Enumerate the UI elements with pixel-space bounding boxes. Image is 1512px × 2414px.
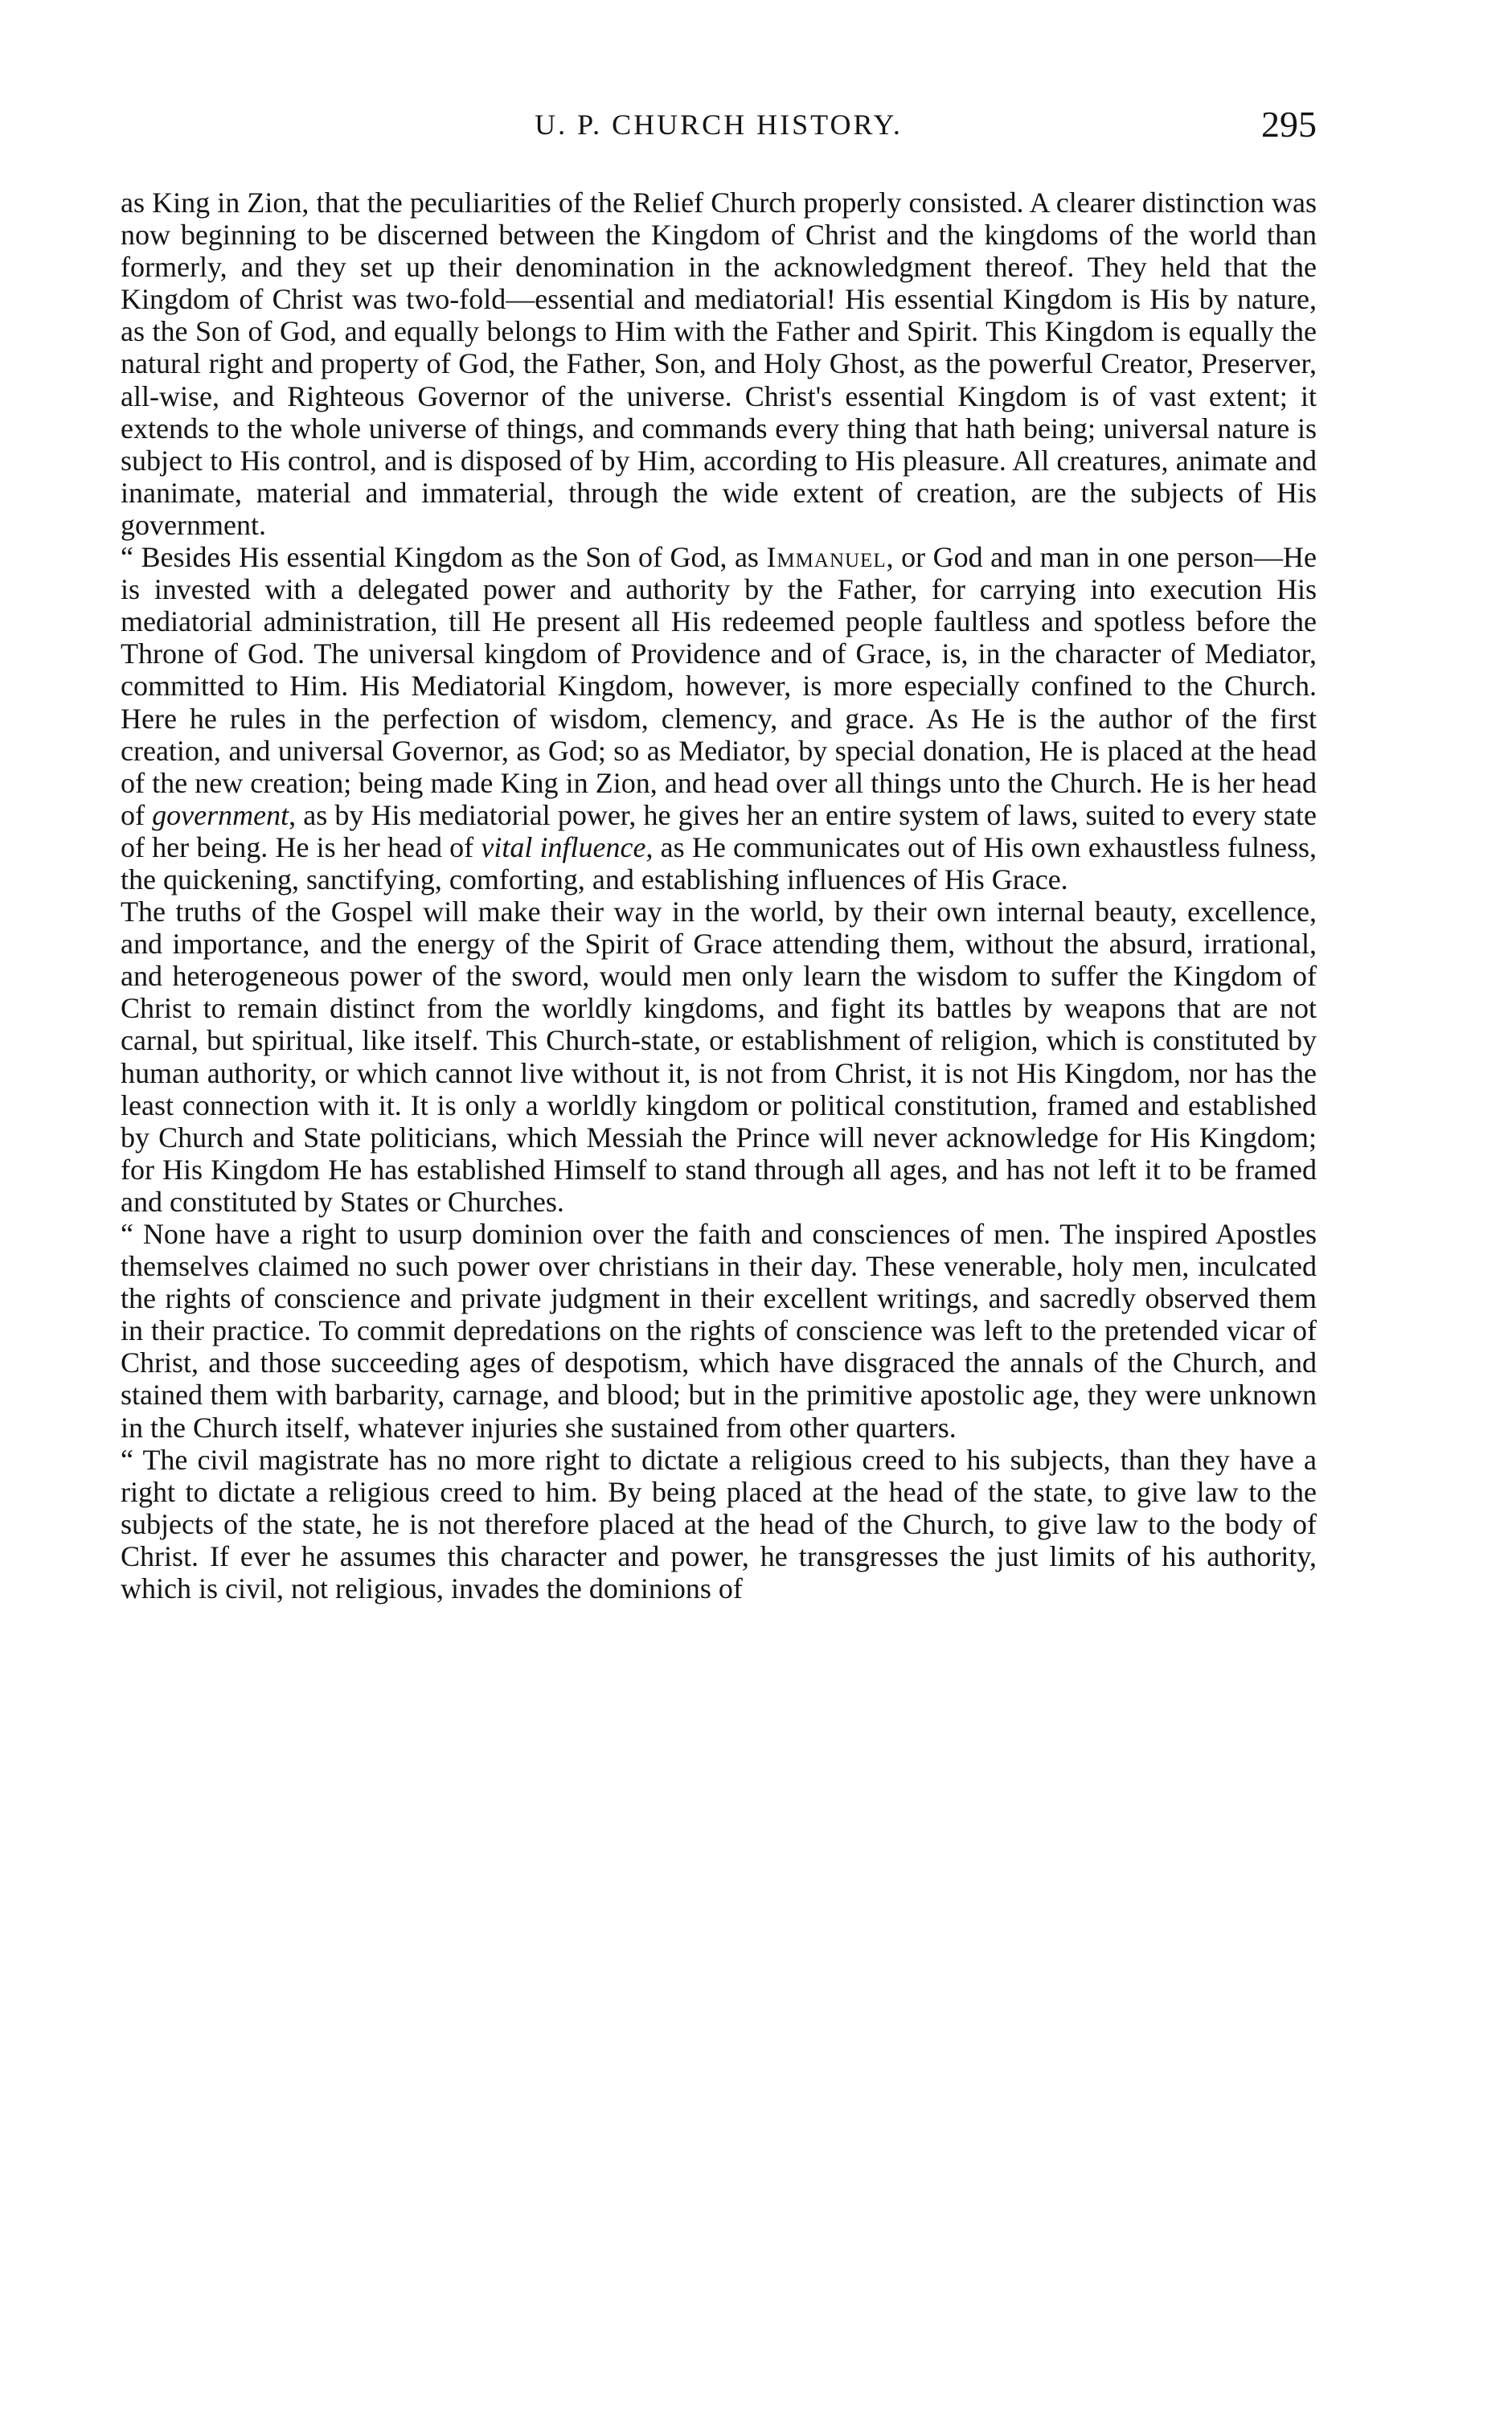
paragraph-2 [121,541,1317,896]
page-header [121,103,1317,159]
paragraph-2-part-a: “ Besides His essential Kingdom as the Son of God, as [121,541,767,574]
paragraph-5: “ The civil magistrate has no more right to dictate a religious creed to his subjects, than they have a right to dictate a religious creed to him. By being placed at the head of the state, to give law to the subjects of the state, he is not therefore placed at the head of the Church, to give law to the body of Christ. If ever he assumes this character and power, he transgresses the just limits of his authority, which is civil, not religious, invades the dominions of [121,1443,1317,1605]
paragraph-2-part-c: , as by His mediatorial power, he gives her an entire system of laws, suited to every state of her being. He is her head of [121,798,1317,863]
running-head: U. P. CHURCH HISTORY. [535,109,903,141]
immanuel-small-caps: Immanuel [766,541,887,574]
page-number: 295 [1261,104,1317,145]
government-italic: government [152,798,289,831]
paragraph-3: The truths of the Gospel will make their way in the world, by their own internal beauty, excellence, and importance, and the energy of the Spirit of Grace attending them, without the absurd, irrational, and heterogeneous power of the sword, would men only learn the wisdom to suffer the Kingdom of Christ to remain distinct from the worldly kingdoms, and fight its battles by weapons that are not carnal, but spiritual, like itself. This Church-state, or establishment of religion, which is constituted by human authority, or which cannot live without it, is not from Christ, it is not His Kingdom, nor has the least connection with it. It is only a worldly kingdom or political constitution, framed and established by Church and State politicians, which Messiah the Prince will never acknowledge for His Kingdom; for His Kingdom He has established Himself to stand through all ages, and has not left it to be framed and constituted by States or Churches. [121,896,1317,1218]
paragraph-2-part-b: , or God and man in one person—He is invested with a delegated power and authority by the Father, for carrying into execution His mediatorial administration, till He present all His redeemed people faultless and spotless before the Throne of God. The universal kingdom of Providence and of Grace, is, in the character of Mediator, committed to Him. His Mediatorial Kingdom, however, is more especially confined to the Church. Here he rules in the perfection of wisdom, clemency, and grace. As He is the author of the first creation, and universal Governor, as God; so as Mediator, by special donation, He is placed at the head of the new creation; being made King in Zion, and head over all things unto the Church. He is her head of [121,541,1317,831]
paragraph-1: as King in Zion, that the peculiarities of the Relief Church properly consisted. A clearer distinction was now beginning to be discerned between the Kingdom of Christ and the kingdoms of the world than formerly, and they set up their denomination in the acknowledgment thereof. They held that the Kingdom of Christ was two-fold—essential and mediatorial! His essential Kingdom is His by nature, as the Son of God, and equally belongs to Him with the Father and Spirit. This Kingdom is equally the natural right and property of God, the Father, Son, and Holy Ghost, as the powerful Creator, Preserver, all-wise, and Righteous Governor of the universe. Christ's essential Kingdom is of vast extent; it extends to the whole universe of things, and commands every thing that hath being; universal nature is subject to His control, and is disposed of by Him, according to His pleasure. All creatures, animate and inanimate, material and immaterial, through the wide extent of creation, are the subjects of His government. [121,186,1317,541]
body-text [121,186,1317,1605]
paragraph-2-part-d: , as He communicates out of His own exhaustless fulness, the quickening, sanctifying, comforting, and establishing influences of His Grace. [121,830,1317,896]
vital-influence-italic: vital influence [481,830,646,863]
paragraph-4: “ None have a right to usurp dominion over the faith and consciences of men. The inspired Apostles themselves claimed no such power over christians in their day. These venerable, holy men, inculcated the rights of conscience and private judgment in their excellent writings, and sacredly observed them in their practice. To commit depredations on the rights of conscience was left to the pretended vicar of Christ, and those succeeding ages of despotism, which have disgraced the annals of the Church, and stained them with barbarity, carnage, and blood; but in the primitive apostolic age, they were unknown in the Church itself, whatever injuries she sustained from other quarters. [121,1218,1317,1444]
